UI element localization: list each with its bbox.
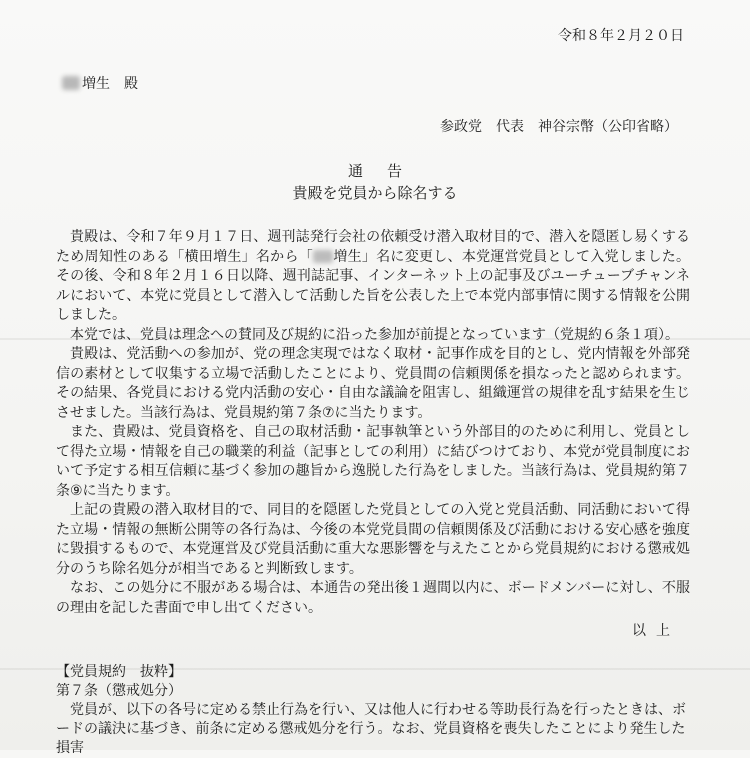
letter-date: 令和８年２月２０日	[558, 28, 684, 44]
rules-excerpt	[56, 663, 690, 758]
paragraph-1: 貴殿は、令和７年９月１７日、週刊誌発行会社の依頼受け潜入取材目的で、潜入を隠匿し易くするため周知性のある「横田増生」名から「 増生」名に変更し、本党運営党員として入党しました。その後、令和８年２月１６日以降、週刊誌記事、インターネット上の記事及びユーチューブチャンネルにおいて、本党に党員として潜入して活動した旨を公表した上で本党内部事情に関する情報を公開しました。	[56, 229, 691, 323]
addressee-honorific: 殿	[124, 76, 138, 92]
paragraph-3: 貴殿は、党活動への参加が、党の理念実現ではなく取材・記事作成を目的とし、党内情報を外部発信の素材として収集する立場で活動したことにより、党員間の信頼関係を損なったと認められます。その結果、各党員における党内活動の安心・自由な議論を阻害し、組織運営の規律を乱す結果を生じさせました。当該行為は、党員規約第７条⑦に当たります。	[56, 346, 690, 421]
paragraph-2: 本党では、党員は理念への賛同及び規約に沿った参加が前提となっています（党規約６条１項）。	[70, 326, 679, 343]
notice-subtitle: 貴殿を党員から除名する	[292, 184, 458, 202]
rules-text: 党員が、以下の各号に定める禁止行為を行い、又は他人に行わせる等助長行為を行ったときは、ボードの議決に基づき、前条に定める懲戒処分を行う。なお、党員資格を喪失したことにより発生した損害	[56, 702, 686, 756]
sender-line: 参政党 代表 神谷宗幣（公印省略）	[440, 119, 678, 135]
notice-title: 通告	[347, 162, 426, 180]
rules-article: 第７条（懲戒処分）	[56, 683, 182, 699]
paragraph-6: なお、この処分に不服がある場合は、本通告の発出後１週間以内に、ボードメンバーに対し、不服の理由を記した書面で申し出てください。	[56, 580, 690, 616]
rules-header: 【党員規約 抜粋】	[56, 664, 182, 680]
addressee-name: 増生	[82, 76, 110, 92]
paragraph-4: また、貴殿は、党員資格を、自己の取材活動・記事執筆という外部目的のために利用し、党員として得た立場・情報を自己の職業的利益（記事としての利用）に結びつけており、本党が党員制度において予定する相互信頼に基づく参加の趣旨から逸脱した行為をしました。当該行為は、党員規約第７条⑨に当たります。	[56, 424, 690, 499]
paragraph-5: 上記の貴殿の潜入取材目的で、同目的を隠匿した党員としての入党と党員活動、同活動において得た立場・情報の無断公開等の各行為は、今後の本党党員間の信頼関係及び活動における安心感を強度に毀損するもので、本党運営及び党員活動に重大な悪影響を与えたことから党員規約における懲戒処分のうち除名処分が相当であると判断致します。	[56, 502, 690, 577]
redacted-surname-inline	[313, 250, 333, 263]
closing-mark: 以上	[632, 623, 680, 639]
addressee	[62, 73, 138, 93]
redacted-surname	[62, 76, 80, 90]
notice-body	[56, 228, 690, 618]
notice-heading	[0, 160, 750, 204]
